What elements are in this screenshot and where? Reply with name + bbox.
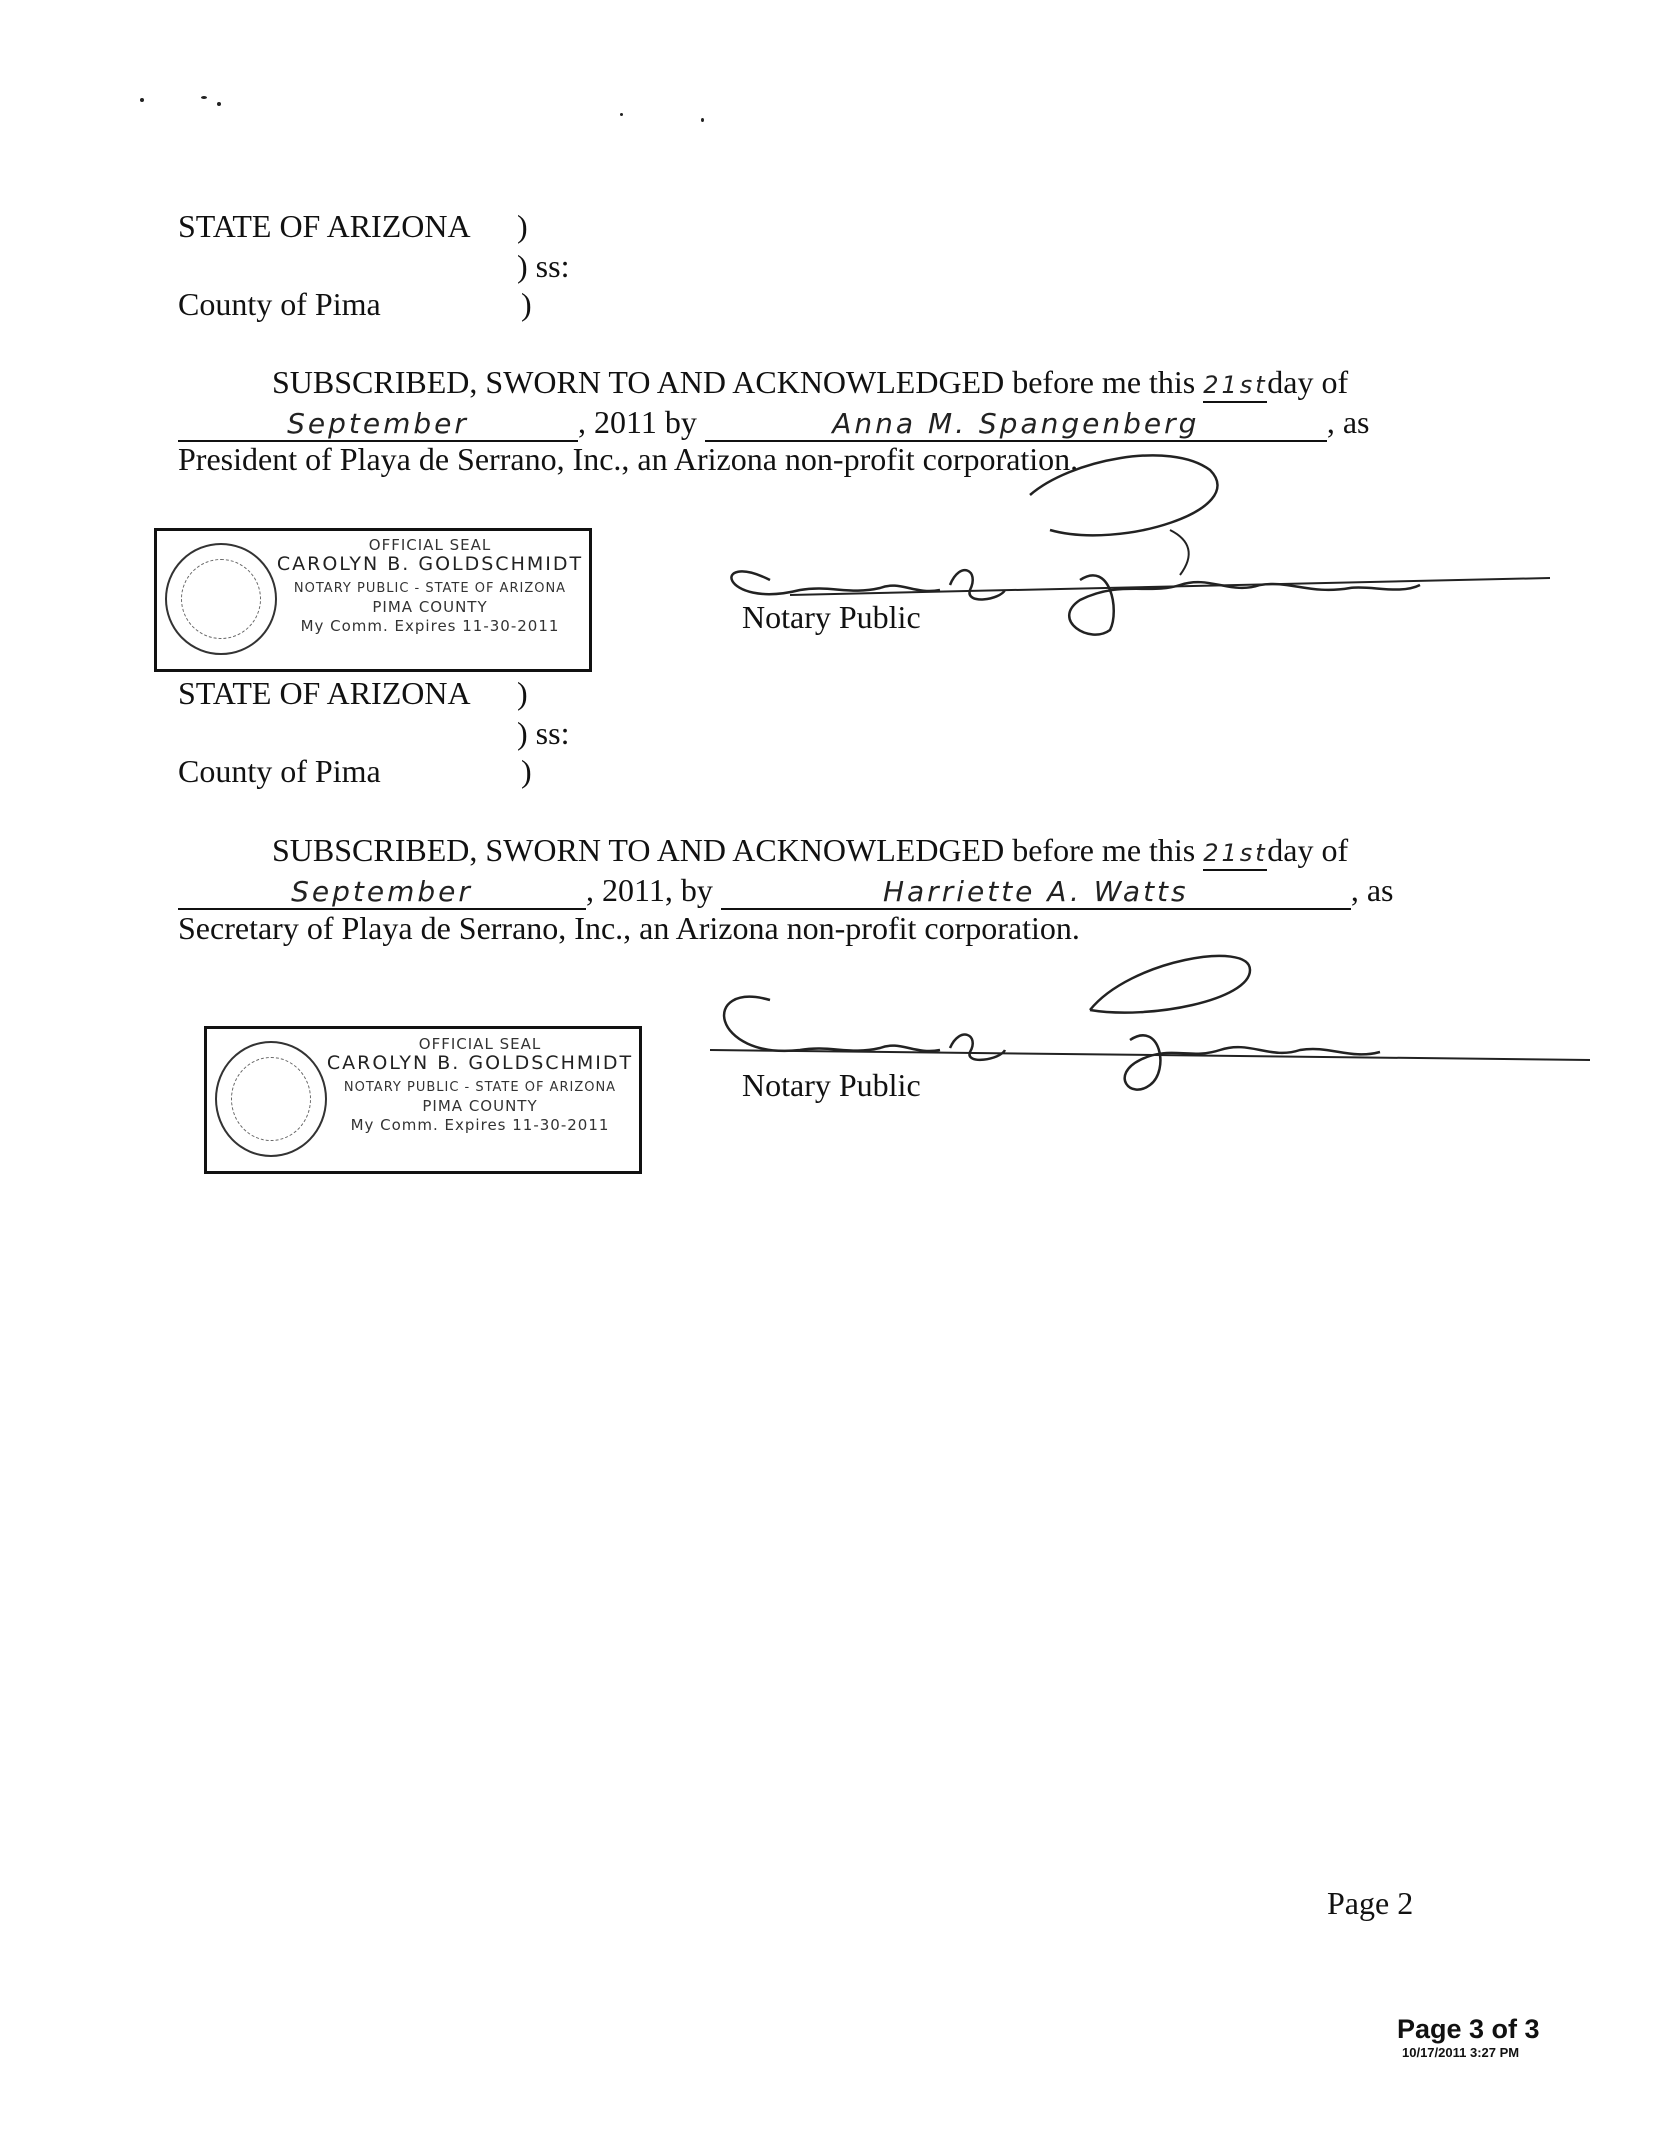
- venue-paren: ): [517, 675, 528, 711]
- handwritten-day: 21st: [1203, 369, 1267, 403]
- as-text: , as: [1350, 872, 1394, 908]
- handwritten-signer-name: Harriette A. Watts: [721, 876, 1351, 910]
- year-text: , 2011, by: [586, 872, 713, 908]
- handwritten-month: September: [178, 876, 586, 910]
- venue-county: County of Pima: [178, 286, 381, 322]
- seal-county: PIMA COUNTY: [422, 1097, 538, 1115]
- state-seal-emblem: [215, 1041, 327, 1157]
- seal-commission: NOTARY PUBLIC - STATE OF ARIZONA: [343, 1080, 617, 1095]
- signer-role: President of Playa de Serrano, Inc., an Arizona non-profit corporation.: [178, 441, 1079, 477]
- state-seal-emblem: [165, 543, 277, 655]
- venue-ss: ) ss:: [517, 248, 570, 284]
- venue-county: County of Pima: [178, 753, 381, 789]
- acknowledgment-text: SUBSCRIBED, SWORN TO AND ACKNOWLEDGED before me this: [272, 832, 1196, 868]
- venue-paren: ): [517, 208, 528, 244]
- seal-notary-name: CAROLYN B. GOLDSCHMIDT: [276, 553, 584, 575]
- seal-county: PIMA COUNTY: [372, 598, 488, 616]
- venue-state: STATE OF ARIZONA: [178, 675, 471, 711]
- seal-commission: NOTARY PUBLIC - STATE OF ARIZONA: [293, 581, 567, 596]
- as-text: , as: [1326, 404, 1370, 440]
- handwritten-month: September: [178, 408, 578, 442]
- scan-speck: [217, 102, 221, 106]
- fax-page-count: Page 3 of 3: [1397, 2014, 1540, 2044]
- seal-notary-name: CAROLYN B. GOLDSCHMIDT: [326, 1052, 634, 1074]
- handwritten-day: 21st: [1203, 837, 1267, 871]
- scan-speck: [701, 118, 704, 122]
- page-number: Page 2: [1327, 1885, 1414, 1921]
- venue-paren: ): [521, 753, 532, 789]
- fax-timestamp: 10/17/2011 3:27 PM: [1402, 2045, 1520, 2060]
- year-text: , 2011 by: [578, 404, 697, 440]
- notary-seal: [154, 528, 592, 672]
- notary-seal: [204, 1026, 642, 1174]
- seal-expiry: My Comm. Expires 11-30-2011: [300, 617, 560, 635]
- venue-ss: ) ss:: [517, 715, 570, 751]
- seal-title: OFFICIAL SEAL: [418, 1035, 542, 1053]
- day-of-text: day of: [1267, 832, 1349, 868]
- seal-expiry: My Comm. Expires 11-30-2011: [350, 1116, 610, 1134]
- acknowledgment-text: SUBSCRIBED, SWORN TO AND ACKNOWLEDGED before me this: [272, 364, 1196, 400]
- notary-public-label: Notary Public: [742, 1067, 921, 1103]
- notary-signature: [650, 900, 1570, 1140]
- notary-public-label: Notary Public: [742, 599, 921, 635]
- day-of-text: day of: [1267, 364, 1349, 400]
- scan-speck: [140, 98, 144, 102]
- seal-title: OFFICIAL SEAL: [368, 536, 492, 554]
- signer-role: Secretary of Playa de Serrano, Inc., an Arizona non-profit corporation.: [178, 910, 1080, 946]
- venue-paren: ): [521, 286, 532, 322]
- handwritten-signer-name: Anna M. Spangenberg: [705, 408, 1327, 442]
- venue-state: STATE OF ARIZONA: [178, 208, 471, 244]
- scan-speck: [201, 96, 207, 99]
- acknowledgment-line: [272, 831, 1348, 871]
- scan-speck: [620, 113, 623, 116]
